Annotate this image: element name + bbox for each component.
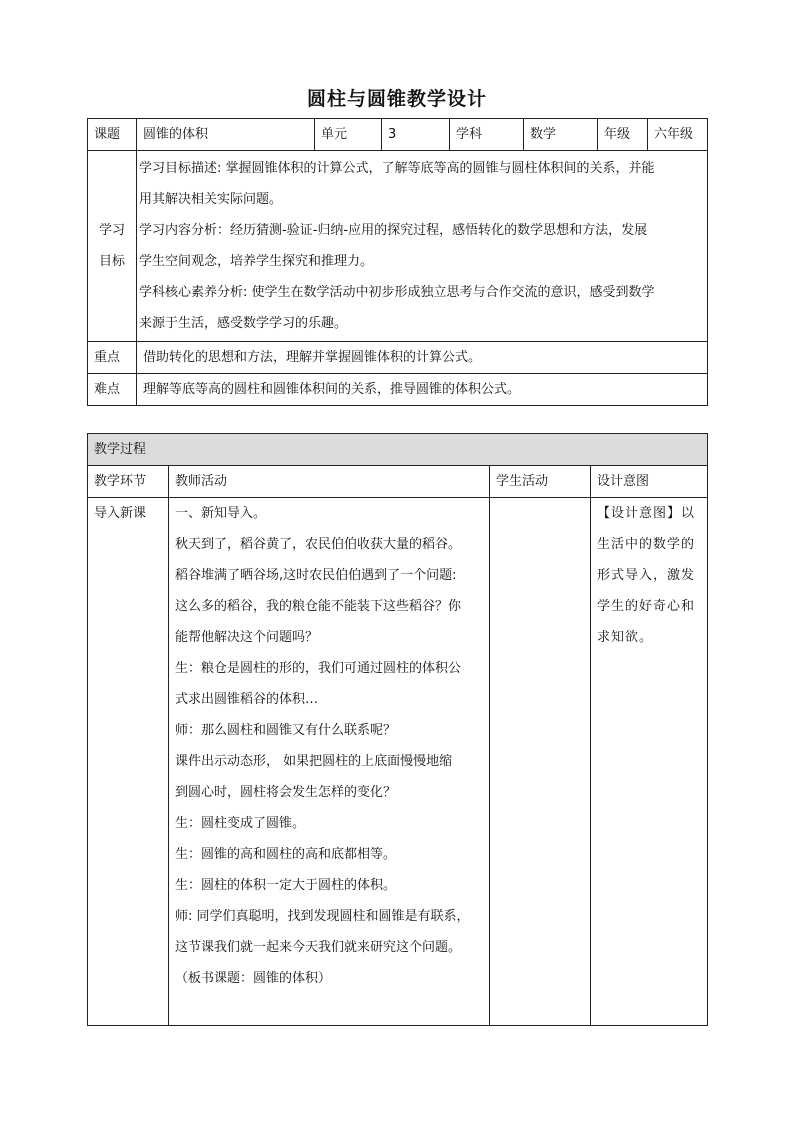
key-point-row (88, 342, 708, 374)
column-header: 学生活动 (490, 466, 591, 498)
stage-name: 导入新课 (94, 506, 147, 521)
subject-label: 学科 (450, 119, 524, 151)
teacher-line: 这么多的稻谷，我的粮仓能不能装下这些稻谷？你 (175, 599, 462, 614)
teacher-line: 课件出示动态形， 如果把圆柱的上底面慢慢地缩 (175, 754, 453, 769)
teacher-line: （板书课题：圆锥的体积） (175, 971, 332, 986)
stage-cell (88, 498, 169, 1026)
difficulty-value: 理解等底等高的圆柱和圆锥体积间的关系，推导圆锥的体积公式。 (137, 374, 708, 406)
objectives-line: 学科核心素养分析: 使学生在数学活动中初步形成独立思考与合作交流的意识，感受到数学 (139, 285, 655, 300)
teacher-line: 秋天到了，稻谷黄了，农民伯伯收获大量的稻谷。 (175, 537, 462, 552)
difficulty-label: 难点 (88, 374, 137, 406)
intent-line: 【设计意图】以 (597, 506, 696, 521)
course-value: 圆锥的体积 (137, 119, 315, 151)
course-row (88, 119, 708, 151)
objectives-label-line1: 学习 (98, 223, 125, 238)
unit-value: 3 (382, 119, 450, 151)
grade-label: 年级 (598, 119, 648, 151)
difficulty-row (88, 374, 708, 406)
teaching-process-table (87, 433, 708, 1026)
key-point-label: 重点 (88, 342, 137, 374)
section-title: 教学过程 (88, 434, 708, 466)
unit-label: 单元 (315, 119, 382, 151)
intent-line: 学生的好奇心和 (597, 599, 696, 614)
column-header: 设计意图 (591, 466, 708, 498)
teacher-line: 生：圆柱变成了圆锥。 (175, 816, 306, 831)
teacher-line: 生：圆锥的高和圆柱的高和底都相等。 (175, 847, 397, 862)
objectives-label (88, 151, 137, 342)
document-title: 圆柱与圆锥教学设计 (306, 88, 487, 110)
objectives-line: 来源于生活，感受数学学习的乐趣。 (139, 316, 348, 331)
key-point-value: 借助转化的思想和方法，理解并掌握圆锥体积的计算公式。 (137, 342, 708, 374)
intent-line: 求知欲。 (597, 630, 654, 645)
teacher-line: 能帮他解决这个问题吗？ (175, 630, 319, 645)
teacher-line: 式求出圆锥稻谷的体积… (175, 692, 319, 707)
course-label: 课题 (88, 119, 137, 151)
intent-line: 形式导入，激发 (597, 568, 696, 583)
objectives-line: 学习目标描述: 掌握圆锥体积的计算公式，了解等底等高的圆锥与圆柱体积间的关系，并能 (139, 161, 655, 176)
grade-value: 六年级 (648, 119, 708, 151)
teacher-activity-cell (169, 498, 490, 1026)
teacher-line: 师：那么圆柱和圆锥又有什么联系呢？ (175, 723, 397, 738)
column-header: 教学环节 (88, 466, 169, 498)
objectives-line: 学习内容分析：经历猜测-验证-归纳-应用的探究过程，感悟转化的数学思想和方法，发展 (139, 223, 648, 238)
objectives-label-line2: 目标 (98, 254, 125, 269)
teacher-line: 这节课我们就一起来今天我们就来研究这个问题。 (175, 940, 462, 955)
student-activity-cell (490, 498, 591, 1026)
objectives-row (88, 151, 708, 342)
teacher-line: 一、新知导入。 (175, 506, 267, 521)
intent-line: 生活中的数学的 (597, 537, 696, 552)
column-header-row (88, 466, 708, 498)
lesson-info-table (87, 118, 708, 406)
objectives-line: 用其解决相关实际问题。 (139, 192, 283, 207)
subject-value: 数学 (524, 119, 598, 151)
column-header: 教师活动 (169, 466, 490, 498)
teacher-line: 生：圆柱的体积一定大于圆柱的体积。 (175, 878, 397, 893)
design-intent-cell (591, 498, 708, 1026)
objectives-content (137, 151, 708, 342)
teacher-line: 到圆心时，圆柱将会发生怎样的变化？ (175, 785, 397, 800)
lesson-stage-row (88, 498, 708, 1026)
section-header-row (88, 434, 708, 466)
teacher-line: 生：粮仓是圆柱的形的，我们可通过圆柱的体积公 (175, 661, 462, 676)
objectives-line: 学生空间观念，培养学生探究和推理力。 (139, 254, 374, 269)
teacher-line: 稻谷堆满了晒谷场,这时农民伯伯遇到了一个问题: (175, 568, 457, 583)
teacher-line: 师: 同学们真聪明，找到发现圆柱和圆锥是有联系， (175, 909, 470, 924)
